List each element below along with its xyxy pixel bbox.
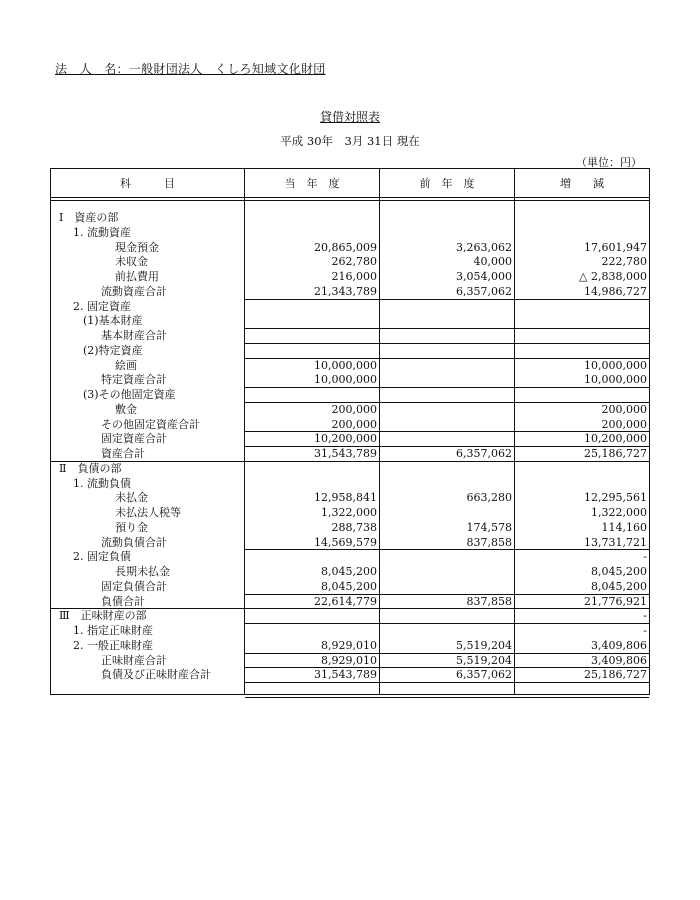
change-value: 1,322,000: [591, 506, 647, 519]
current-year-value: 12,958,841: [314, 491, 377, 505]
account-label: 現金預金: [115, 240, 159, 254]
table-row: [51, 343, 651, 358]
balance-sheet-table: [50, 168, 650, 695]
table-row: [51, 535, 651, 550]
account-label: 負債合計: [101, 594, 145, 608]
table-row: [51, 549, 651, 564]
current-year-value: 216,000: [331, 270, 377, 283]
account-label: (2)特定資産: [83, 343, 143, 357]
table-row: [51, 210, 651, 225]
account-label: 未収金: [115, 255, 148, 269]
table-row: [51, 313, 651, 328]
previous-year-value: 663,280: [466, 491, 512, 505]
account-label: 固定資産合計: [101, 432, 167, 446]
row-rule: [245, 343, 649, 344]
change-value: 8,045,200: [591, 565, 647, 578]
row-rule: [51, 461, 245, 462]
row-rule: [380, 402, 649, 403]
row-rule: [245, 328, 649, 329]
table-row: [51, 269, 651, 284]
table-row: [51, 417, 651, 432]
table-row: [51, 461, 651, 476]
table-row: [51, 638, 651, 653]
table-row: [51, 564, 651, 579]
account-label: 敷金: [115, 402, 137, 416]
account-label: 負債及び正味財産合計: [101, 668, 211, 682]
account-label: Ⅰ 資産の部: [59, 211, 119, 224]
current-year-value: 10,000,000: [314, 358, 377, 372]
table-row: [51, 402, 651, 417]
table-row: [51, 284, 651, 299]
change-value: 200,000: [601, 402, 647, 416]
table-row: [51, 490, 651, 505]
table-row: [51, 225, 651, 240]
change-value: 3,409,806: [591, 638, 647, 652]
report-date: 平成 30年 3月 31日 現在: [280, 134, 420, 148]
table-row: [51, 328, 651, 343]
change-value: -: [643, 609, 647, 623]
current-year-value: 14,569,579: [314, 535, 377, 549]
account-label: 絵画: [115, 358, 137, 372]
account-label: 未払法人税等: [115, 506, 181, 519]
account-label: 2. 固定資産: [73, 299, 131, 313]
column-header-account: 科 目: [120, 177, 175, 190]
account-label: 流動資産合計: [101, 284, 167, 298]
change-value: 12,295,561: [584, 491, 647, 505]
corporation-name: 法 人 名：一般財団法人 くしろ知域文化財団: [55, 62, 326, 76]
row-rule: [245, 299, 649, 300]
current-year-value: 22,614,779: [314, 594, 377, 608]
row-rule: [245, 358, 379, 359]
change-value: 10,000,000: [584, 373, 647, 387]
account-label: 長期未払金: [115, 565, 170, 578]
account-label: Ⅲ 正味財産の部: [59, 609, 147, 623]
row-rule: [245, 653, 649, 654]
change-value: 200,000: [601, 417, 647, 431]
current-year-value: 262,780: [331, 255, 377, 269]
change-value: 10,200,000: [584, 432, 647, 446]
current-year-value: 21,343,789: [314, 284, 377, 298]
row-rule: [245, 594, 649, 595]
account-label: Ⅱ 負債の部: [59, 461, 122, 475]
row-rule: [245, 608, 649, 609]
account-label: 1. 指定正味財産: [73, 624, 153, 637]
header-divider: [51, 197, 649, 201]
row-rule: [245, 446, 649, 447]
previous-year-value: 837,858: [466, 594, 512, 608]
table-row: [51, 476, 651, 491]
column-header-change: 増 減: [560, 177, 604, 190]
account-label: 基本財産合計: [101, 329, 167, 342]
account-label: 1. 流動資産: [73, 225, 131, 239]
change-value: 17,601,947: [584, 240, 647, 254]
account-label: 特定資産合計: [101, 373, 167, 387]
change-value: 3,409,806: [591, 653, 647, 667]
account-label: 固定負債合計: [101, 579, 167, 593]
table-row: [51, 505, 651, 520]
row-rule: [245, 461, 649, 462]
row-rule: [380, 358, 649, 359]
row-rule: [245, 682, 649, 683]
account-label: その他固定資産合計: [101, 417, 200, 431]
change-value: -: [643, 624, 647, 637]
account-label: 正味財産合計: [101, 653, 167, 667]
current-year-value: 31,543,789: [314, 668, 377, 682]
account-label: 2. 一般正味財産: [73, 638, 153, 652]
change-value: 8,045,200: [591, 579, 647, 593]
change-value: 13,731,721: [584, 535, 647, 549]
current-year-value: 8,929,010: [321, 653, 377, 667]
current-year-value: 10,000,000: [314, 373, 377, 387]
previous-year-value: 40,000: [473, 255, 512, 269]
current-year-value: 8,929,010: [321, 638, 377, 652]
previous-year-value: 174,578: [466, 520, 512, 534]
row-rule: [245, 623, 649, 624]
table-row: [51, 594, 651, 609]
account-label: 未払金: [115, 491, 148, 505]
table-row: [51, 431, 651, 446]
table-row: [51, 579, 651, 594]
row-rule: [245, 549, 649, 550]
change-value: 10,000,000: [584, 358, 647, 372]
table-row: [51, 387, 651, 402]
row-rule: [245, 402, 379, 403]
current-year-value: 20,865,009: [314, 240, 377, 254]
previous-year-value: 6,357,062: [456, 668, 512, 682]
row-rule: [245, 387, 649, 388]
row-rule: [51, 608, 245, 609]
change-value: 25,186,727: [584, 668, 647, 682]
table-row: [51, 254, 651, 269]
table-row: [51, 358, 651, 373]
table-row: [51, 520, 651, 535]
change-value: 222,780: [601, 255, 647, 269]
change-value: △ 2,838,000: [579, 270, 647, 283]
account-label: 流動負債合計: [101, 535, 167, 549]
column-header-current-year: 当 年 度: [284, 177, 340, 190]
account-label: 預り金: [115, 520, 148, 534]
account-label: 1. 流動負債: [73, 476, 131, 490]
table-row: [51, 608, 651, 623]
previous-year-value: 6,357,062: [456, 447, 512, 460]
change-value: 25,186,727: [584, 447, 647, 460]
previous-year-value: 5,519,204: [456, 653, 512, 667]
table-row: [51, 446, 651, 461]
previous-year-value: 6,357,062: [456, 284, 512, 298]
account-label: (3)その他固定資産: [83, 388, 176, 401]
current-year-value: 10,200,000: [314, 432, 377, 446]
current-year-value: 200,000: [331, 402, 377, 416]
table-row: [51, 240, 651, 255]
previous-year-value: 837,858: [466, 535, 512, 549]
account-label: 2. 固定負債: [73, 550, 131, 564]
current-year-value: 1,322,000: [321, 506, 377, 519]
unit-label: （単位：円）: [576, 156, 642, 169]
change-value: -: [643, 550, 647, 564]
current-year-value: 8,045,200: [321, 579, 377, 593]
account-label: 資産合計: [101, 447, 145, 460]
change-value: 14,986,727: [584, 284, 647, 298]
current-year-value: 31,543,789: [314, 447, 377, 460]
previous-year-value: 3,263,062: [456, 240, 512, 254]
account-label: (1)基本財産: [83, 314, 143, 328]
document-title: 貸借対照表: [319, 110, 380, 124]
previous-year-value: 5,519,204: [456, 638, 512, 652]
table-row: [51, 623, 651, 638]
row-rule: [245, 697, 649, 698]
current-year-value: 8,045,200: [321, 565, 377, 578]
previous-year-value: 3,054,000: [456, 270, 512, 283]
current-year-value: 288,738: [331, 520, 377, 534]
account-label: 前払費用: [115, 270, 159, 283]
table-row: [51, 667, 651, 682]
table-row: [51, 653, 651, 668]
change-value: 114,160: [601, 520, 647, 534]
column-header-previous-year: 前 年 度: [419, 177, 475, 190]
current-year-value: 200,000: [331, 417, 377, 431]
row-rule: [245, 431, 649, 432]
table-row: [51, 372, 651, 387]
table-row: [51, 299, 651, 314]
change-value: 21,776,921: [584, 594, 647, 608]
row-rule: [245, 667, 649, 668]
